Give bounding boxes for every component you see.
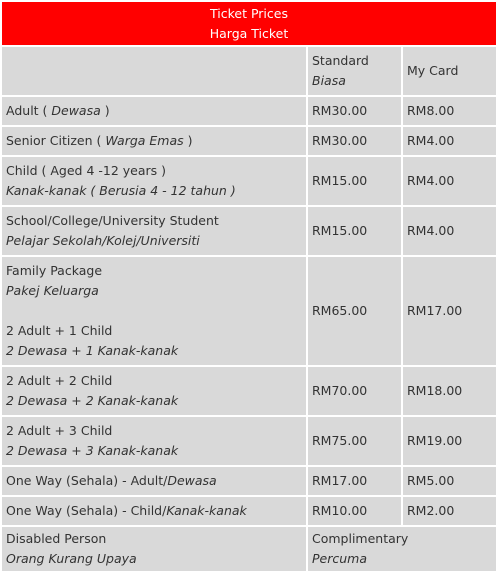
category-label-malay: Kanak-kanak xyxy=(166,503,247,518)
standard-price: RM70.00 xyxy=(308,367,401,415)
ticket-category-cell xyxy=(2,527,306,571)
mycard-column-header xyxy=(403,47,496,95)
standard-column-header xyxy=(308,47,401,95)
category-label: Senior Citizen xyxy=(6,133,93,148)
ticket-category-cell xyxy=(2,157,306,205)
ticket-category-cell xyxy=(2,497,306,525)
category-label: One Way (Sehala) - Adult/ xyxy=(6,473,168,488)
table-title xyxy=(2,2,496,45)
category-label: Disabled Person xyxy=(6,531,107,546)
standard-price: RM65.00 xyxy=(308,257,401,365)
standard-price: RM75.00 xyxy=(308,417,401,465)
mycard-price: RM4.00 xyxy=(403,127,496,155)
category-label-malay: Orang Kurang Upaya xyxy=(6,551,137,566)
complimentary-label: Complimentary xyxy=(312,531,409,546)
category-label-malay: Warga Emas xyxy=(105,133,184,148)
category-label: One Way (Sehala) - Child/ xyxy=(6,503,167,518)
package-detail: 2 Adult + 1 Child xyxy=(6,323,113,338)
ticket-category-cell: Senior Citizen ( Warga Emas ) xyxy=(2,127,306,155)
category-label-malay: 2 Dewasa + 2 Kanak-kanak xyxy=(6,393,179,408)
table-row xyxy=(2,417,496,465)
spacer xyxy=(6,301,302,321)
standard-label: Standard xyxy=(312,53,369,68)
standard-price: RM30.00 xyxy=(308,97,401,125)
empty-header-cell xyxy=(2,47,306,95)
table-row xyxy=(2,127,496,155)
mycard-price: RM4.00 xyxy=(403,157,496,205)
table-row xyxy=(2,467,496,495)
ticket-category-cell xyxy=(2,367,306,415)
table-row xyxy=(2,257,496,365)
table-row xyxy=(2,367,496,415)
ticket-category-cell: Adult ( Dewasa ) xyxy=(2,97,306,125)
mycard-price: RM17.00 xyxy=(403,257,496,365)
category-label-malay: Pelajar Sekolah/Kolej/Universiti xyxy=(6,233,200,248)
category-label-malay: Pakej Keluarga xyxy=(6,283,99,298)
ticket-category-cell xyxy=(2,257,306,365)
standard-price: RM15.00 xyxy=(308,157,401,205)
title-english: Ticket Prices xyxy=(210,5,288,21)
mycard-price: RM18.00 xyxy=(403,367,496,415)
category-label: School/College/University Student xyxy=(6,213,219,228)
table-row xyxy=(2,157,496,205)
column-header-row xyxy=(2,47,496,95)
ticket-category-cell xyxy=(2,207,306,255)
category-label-malay: Dewasa xyxy=(167,473,217,488)
category-label-malay: Kanak-kanak ( Berusia 4 - 12 tahun ) xyxy=(6,183,236,198)
category-label: Adult xyxy=(6,103,39,118)
table-row xyxy=(2,527,496,571)
mycard-label: My Card xyxy=(407,63,459,78)
mycard-price: RM19.00 xyxy=(403,417,496,465)
category-label: Family Package xyxy=(6,263,103,278)
mycard-price: RM8.00 xyxy=(403,97,496,125)
table-row xyxy=(2,497,496,525)
table-row xyxy=(2,207,496,255)
title-malay: Harga Ticket xyxy=(209,25,289,41)
mycard-price: RM2.00 xyxy=(403,497,496,525)
ticket-category-cell xyxy=(2,417,306,465)
table-row xyxy=(2,97,496,125)
complimentary-price-cell xyxy=(308,527,496,571)
title-row xyxy=(2,2,496,45)
complimentary-label-malay: Percuma xyxy=(312,551,367,566)
category-label-malay: 2 Dewasa + 3 Kanak-kanak xyxy=(6,443,179,458)
standard-label-malay: Biasa xyxy=(312,73,346,88)
ticket-category-cell xyxy=(2,467,306,495)
package-detail-malay: 2 Dewasa + 1 Kanak-kanak xyxy=(6,343,179,358)
standard-price: RM10.00 xyxy=(308,497,401,525)
mycard-price: RM4.00 xyxy=(403,207,496,255)
mycard-price: RM5.00 xyxy=(403,467,496,495)
category-label: 2 Adult + 3 Child xyxy=(6,423,113,438)
standard-price: RM15.00 xyxy=(308,207,401,255)
category-label: Child ( Aged 4 -12 years ) xyxy=(6,163,167,178)
standard-price: RM17.00 xyxy=(308,467,401,495)
category-label-malay: Dewasa xyxy=(51,103,101,118)
standard-price: RM30.00 xyxy=(308,127,401,155)
category-label: 2 Adult + 2 Child xyxy=(6,373,113,388)
